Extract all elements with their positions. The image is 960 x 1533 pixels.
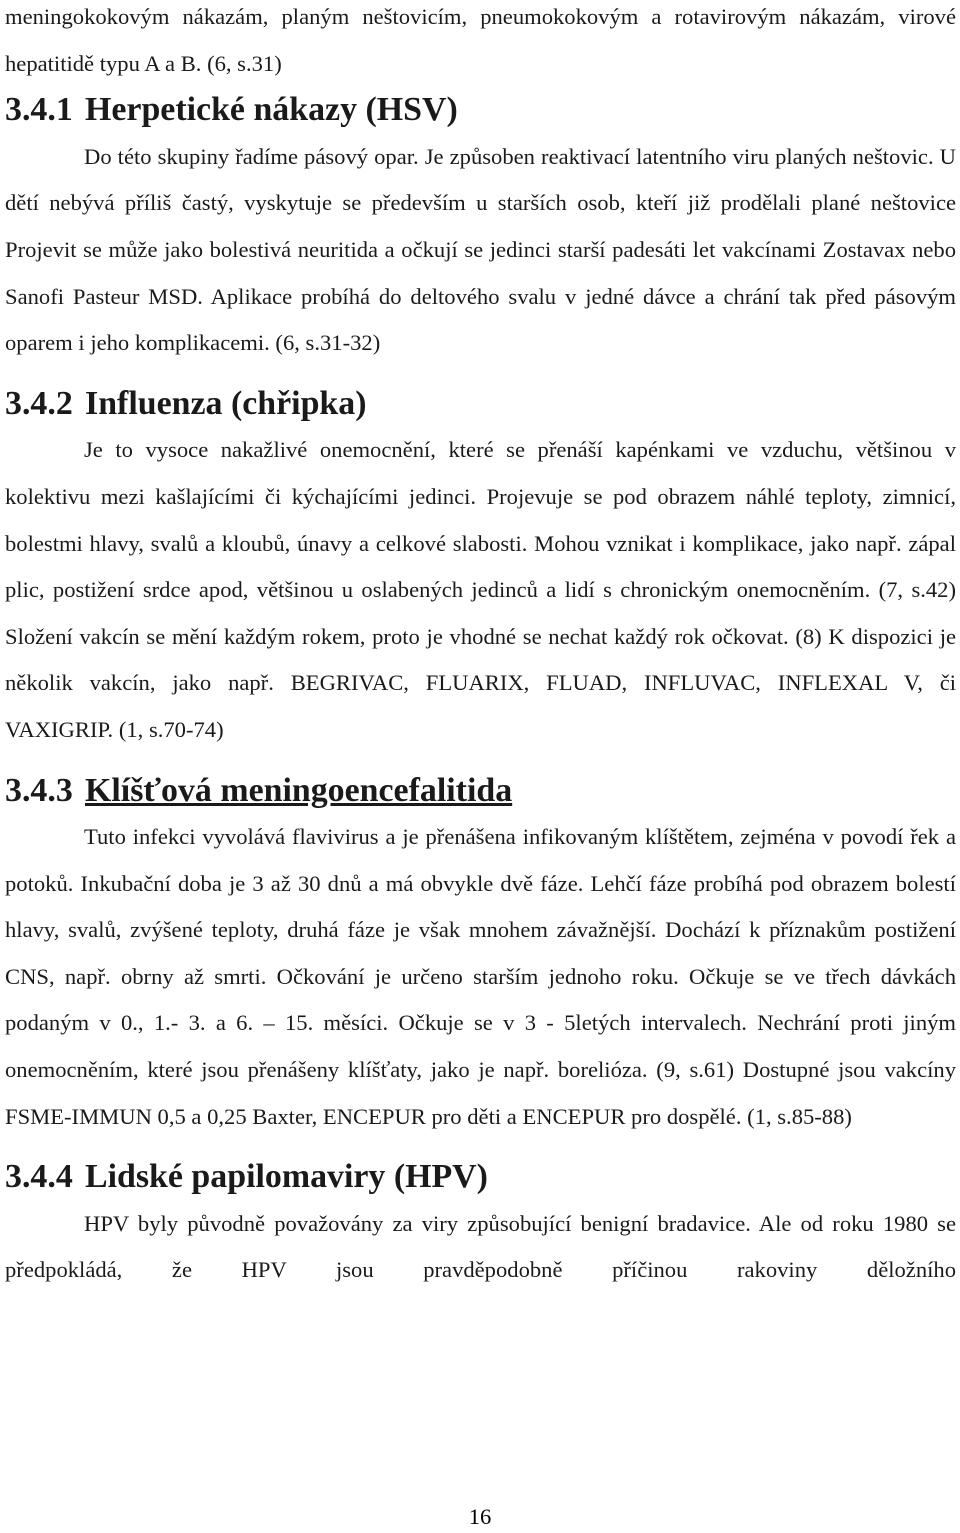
page-number: 16 bbox=[468, 1504, 492, 1529]
section-number: 3.4.4 bbox=[5, 1158, 73, 1196]
section-paragraph: Do této skupiny řadíme pásový opar. Je způsoben reaktivací latentního viru planých neštovic. U dětí nebývá příliš častý, vyskytuje se především u starších osob, kteří již prodělali plané neštovice Projevit se může jako bolestivá neuritida a očkují se jedinci starší padesáti let vakcínami Zostavax nebo Sanofi Pasteur MSD. Aplikace probíhá do deltového svalu v jedné dávce a chrání tak před pásovým oparem i jeho komplikacemi. (6, s.31-32) bbox=[5, 143, 956, 356]
section-number: 3.4.3 bbox=[5, 771, 73, 809]
section-paragraph: Je to vysoce nakažlivé onemocnění, které se přenáší kapénkami ve vzduchu, většinou v kolektivu mezi kašlajícími či kýchajícími jedinci. Projevuje se pod obrazem náhlé teploty, zimnicí, bolestmi hlavy, svalů a kloubů, únavy a celkové slabosti. Mohou vznikat i komplikace, jako např. zápal plic, postižení srdce apod, většinou u oslabených jedinců a lidí s chronickým onemocněním. (7, s.42) Složení vakcín se mění každým rokem, proto je vhodné se nechat každý rok očkovat. (8) K dispozici je několik vakcín, jako např. BEGRIVAC, FLUARIX, FLUAD, INFLUVAC, INFLEXAL V, či VAXIGRIP. (1, s.70-74) bbox=[5, 437, 956, 742]
section-3-4-4 bbox=[5, 1154, 956, 1294]
section-3-4-2 bbox=[5, 381, 956, 754]
section-title: Herpetické nákazy (HSV) bbox=[85, 91, 458, 129]
section-paragraph: Tuto infekci vyvolává flavivirus a je přenášena infikovaným klíštětem, zejména v povodí řek a potoků. Inkubační doba je 3 až 30 dnů a má obvykle dvě fáze. Lehčí fáze probíhá pod obrazem bolestí hlavy, svalů, zvýšené teploty, druhá fáze je však mnohem závažnější. Dochází k příznakům postižení CNS, např. obrny až smrti. Očkování je určeno starším jednoho roku. Očkuje se ve třech dávkách podaným v 0., 1.- 3. a 6. – 15. měsíci. Očkuje se v 3 - 5letých intervalech. Nechrání proti jiným onemocněním, které jsou přenášeny klíšťaty, jako je např. borelióza. (9, s.61) Dostupné jsou vakcíny FSME-IMMUN 0,5 a 0,25 Baxter, ENCEPUR pro děti a ENCEPUR pro dospělé. (1, s.85-88) bbox=[5, 824, 956, 1129]
section-3-4-3 bbox=[5, 768, 956, 1141]
section-heading bbox=[5, 87, 956, 134]
section-title: Klíšťová meningoencefalitida bbox=[85, 771, 513, 809]
section-heading bbox=[5, 381, 956, 428]
section-title: Lidské papilomaviry (HPV) bbox=[85, 1158, 488, 1196]
section-3-4-1 bbox=[5, 87, 956, 367]
intro-paragraph: meningokokovým nákazám, planým neštovicím, pneumokokovým a rotavirovým nákazám, virové hepatitidě typu A a B. (6, s.31) bbox=[5, 4, 956, 76]
section-heading bbox=[5, 768, 956, 815]
section-number: 3.4.1 bbox=[5, 91, 73, 129]
section-heading bbox=[5, 1154, 956, 1201]
section-number: 3.4.2 bbox=[5, 384, 73, 422]
section-title: Influenza (chřipka) bbox=[85, 384, 367, 422]
section-paragraph: HPV byly původně považovány za viry způsobující benigní bradavice. Ale od roku 1980 se předpokládá, že HPV jsou pravděpodobně příčinou rakoviny děložního bbox=[5, 1210, 956, 1283]
